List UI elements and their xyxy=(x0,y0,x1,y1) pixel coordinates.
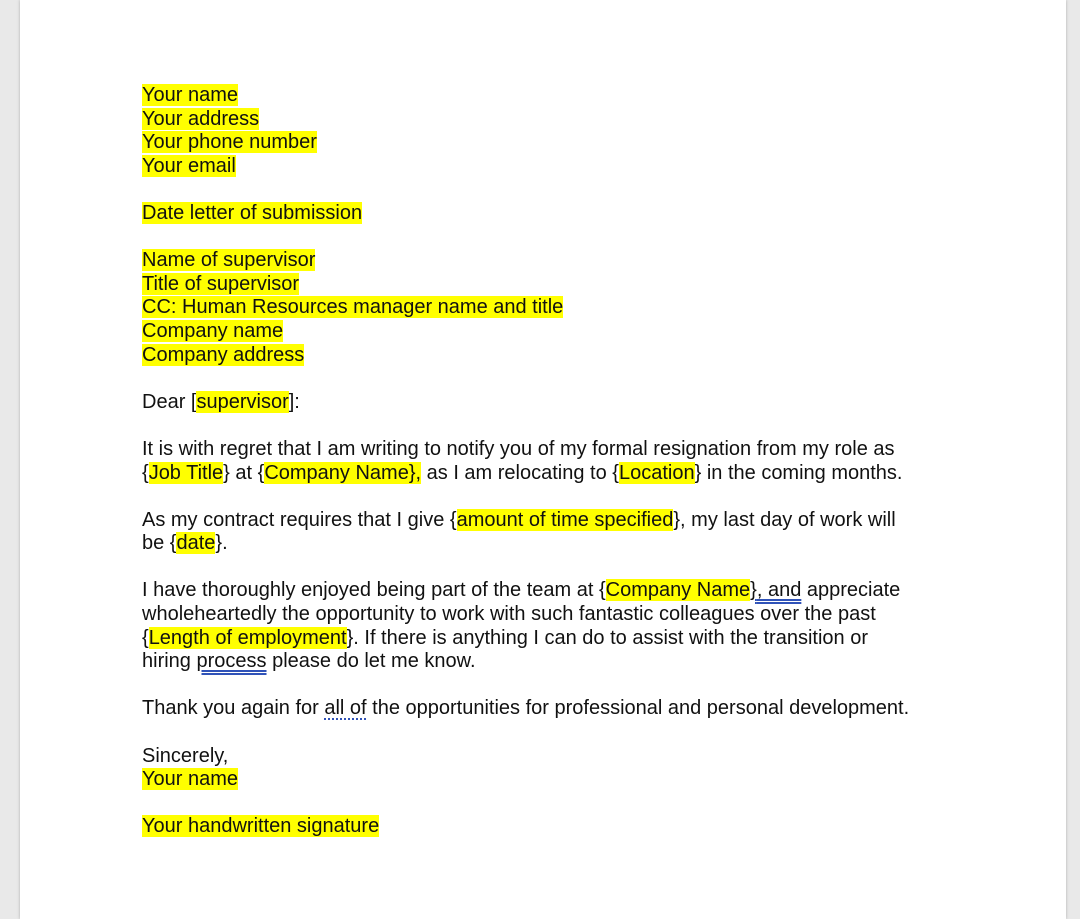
paragraph-2: As my contract requires that I give {amount of time specified}, my last day of work will be {date}. xyxy=(142,508,896,555)
grammar-suggestion: }, and xyxy=(750,579,802,602)
paragraph-4: Thank you again for all of the opportunities for professional and personal development. xyxy=(142,697,910,720)
paragraph-1: It is with regret that I am writing to notify you of my formal resignation from my role as {Job Title} at {Company Name}, as I am relocating to {Location} in the coming months. xyxy=(142,437,903,484)
last-date-placeholder: date xyxy=(176,532,216,555)
company-address: Company address xyxy=(142,343,305,366)
letter-body xyxy=(142,84,1022,839)
closing-name: Your name xyxy=(142,768,238,791)
sender-address: Your address xyxy=(142,107,260,130)
salutation: Dear [supervisor]: xyxy=(142,390,300,413)
company-name-placeholder-2: Company Name xyxy=(605,579,751,602)
sender-email: Your email xyxy=(142,154,236,177)
salutation-name: supervisor xyxy=(196,390,289,413)
paragraph-3: I have thoroughly enjoyed being part of the team at {Company Name}, and appreciate wholeheartedly the opportunity to work with such fantastic colleagues over the past {Length of employment}. If there is anything I can do to assist with the transition or hiring process please do let me know. xyxy=(142,579,901,673)
closing-signature: Your handwritten signature xyxy=(142,815,380,838)
cc-line: CC: Human Resources manager name and title xyxy=(142,296,564,319)
employment-length-placeholder: Length of employment xyxy=(148,626,347,649)
document-page xyxy=(20,0,1066,919)
sender-phone: Your phone number xyxy=(142,131,317,154)
sender-name: Your name xyxy=(142,84,238,106)
grammar-suggestion-process: process xyxy=(196,650,267,673)
job-title-placeholder: Job Title xyxy=(148,461,224,484)
submission-date: Date letter of submission xyxy=(142,201,363,224)
company-name: Company name xyxy=(142,319,284,342)
company-name-placeholder: Company Name}, xyxy=(264,461,422,484)
style-suggestion-all-of: all of xyxy=(324,697,367,720)
location-placeholder: Location xyxy=(618,461,695,484)
closing-sincerely: Sincerely, xyxy=(142,744,229,767)
supervisor-name: Name of supervisor xyxy=(142,249,316,272)
notice-period-placeholder: amount of time specified xyxy=(456,508,674,531)
supervisor-title: Title of supervisor xyxy=(142,272,300,295)
